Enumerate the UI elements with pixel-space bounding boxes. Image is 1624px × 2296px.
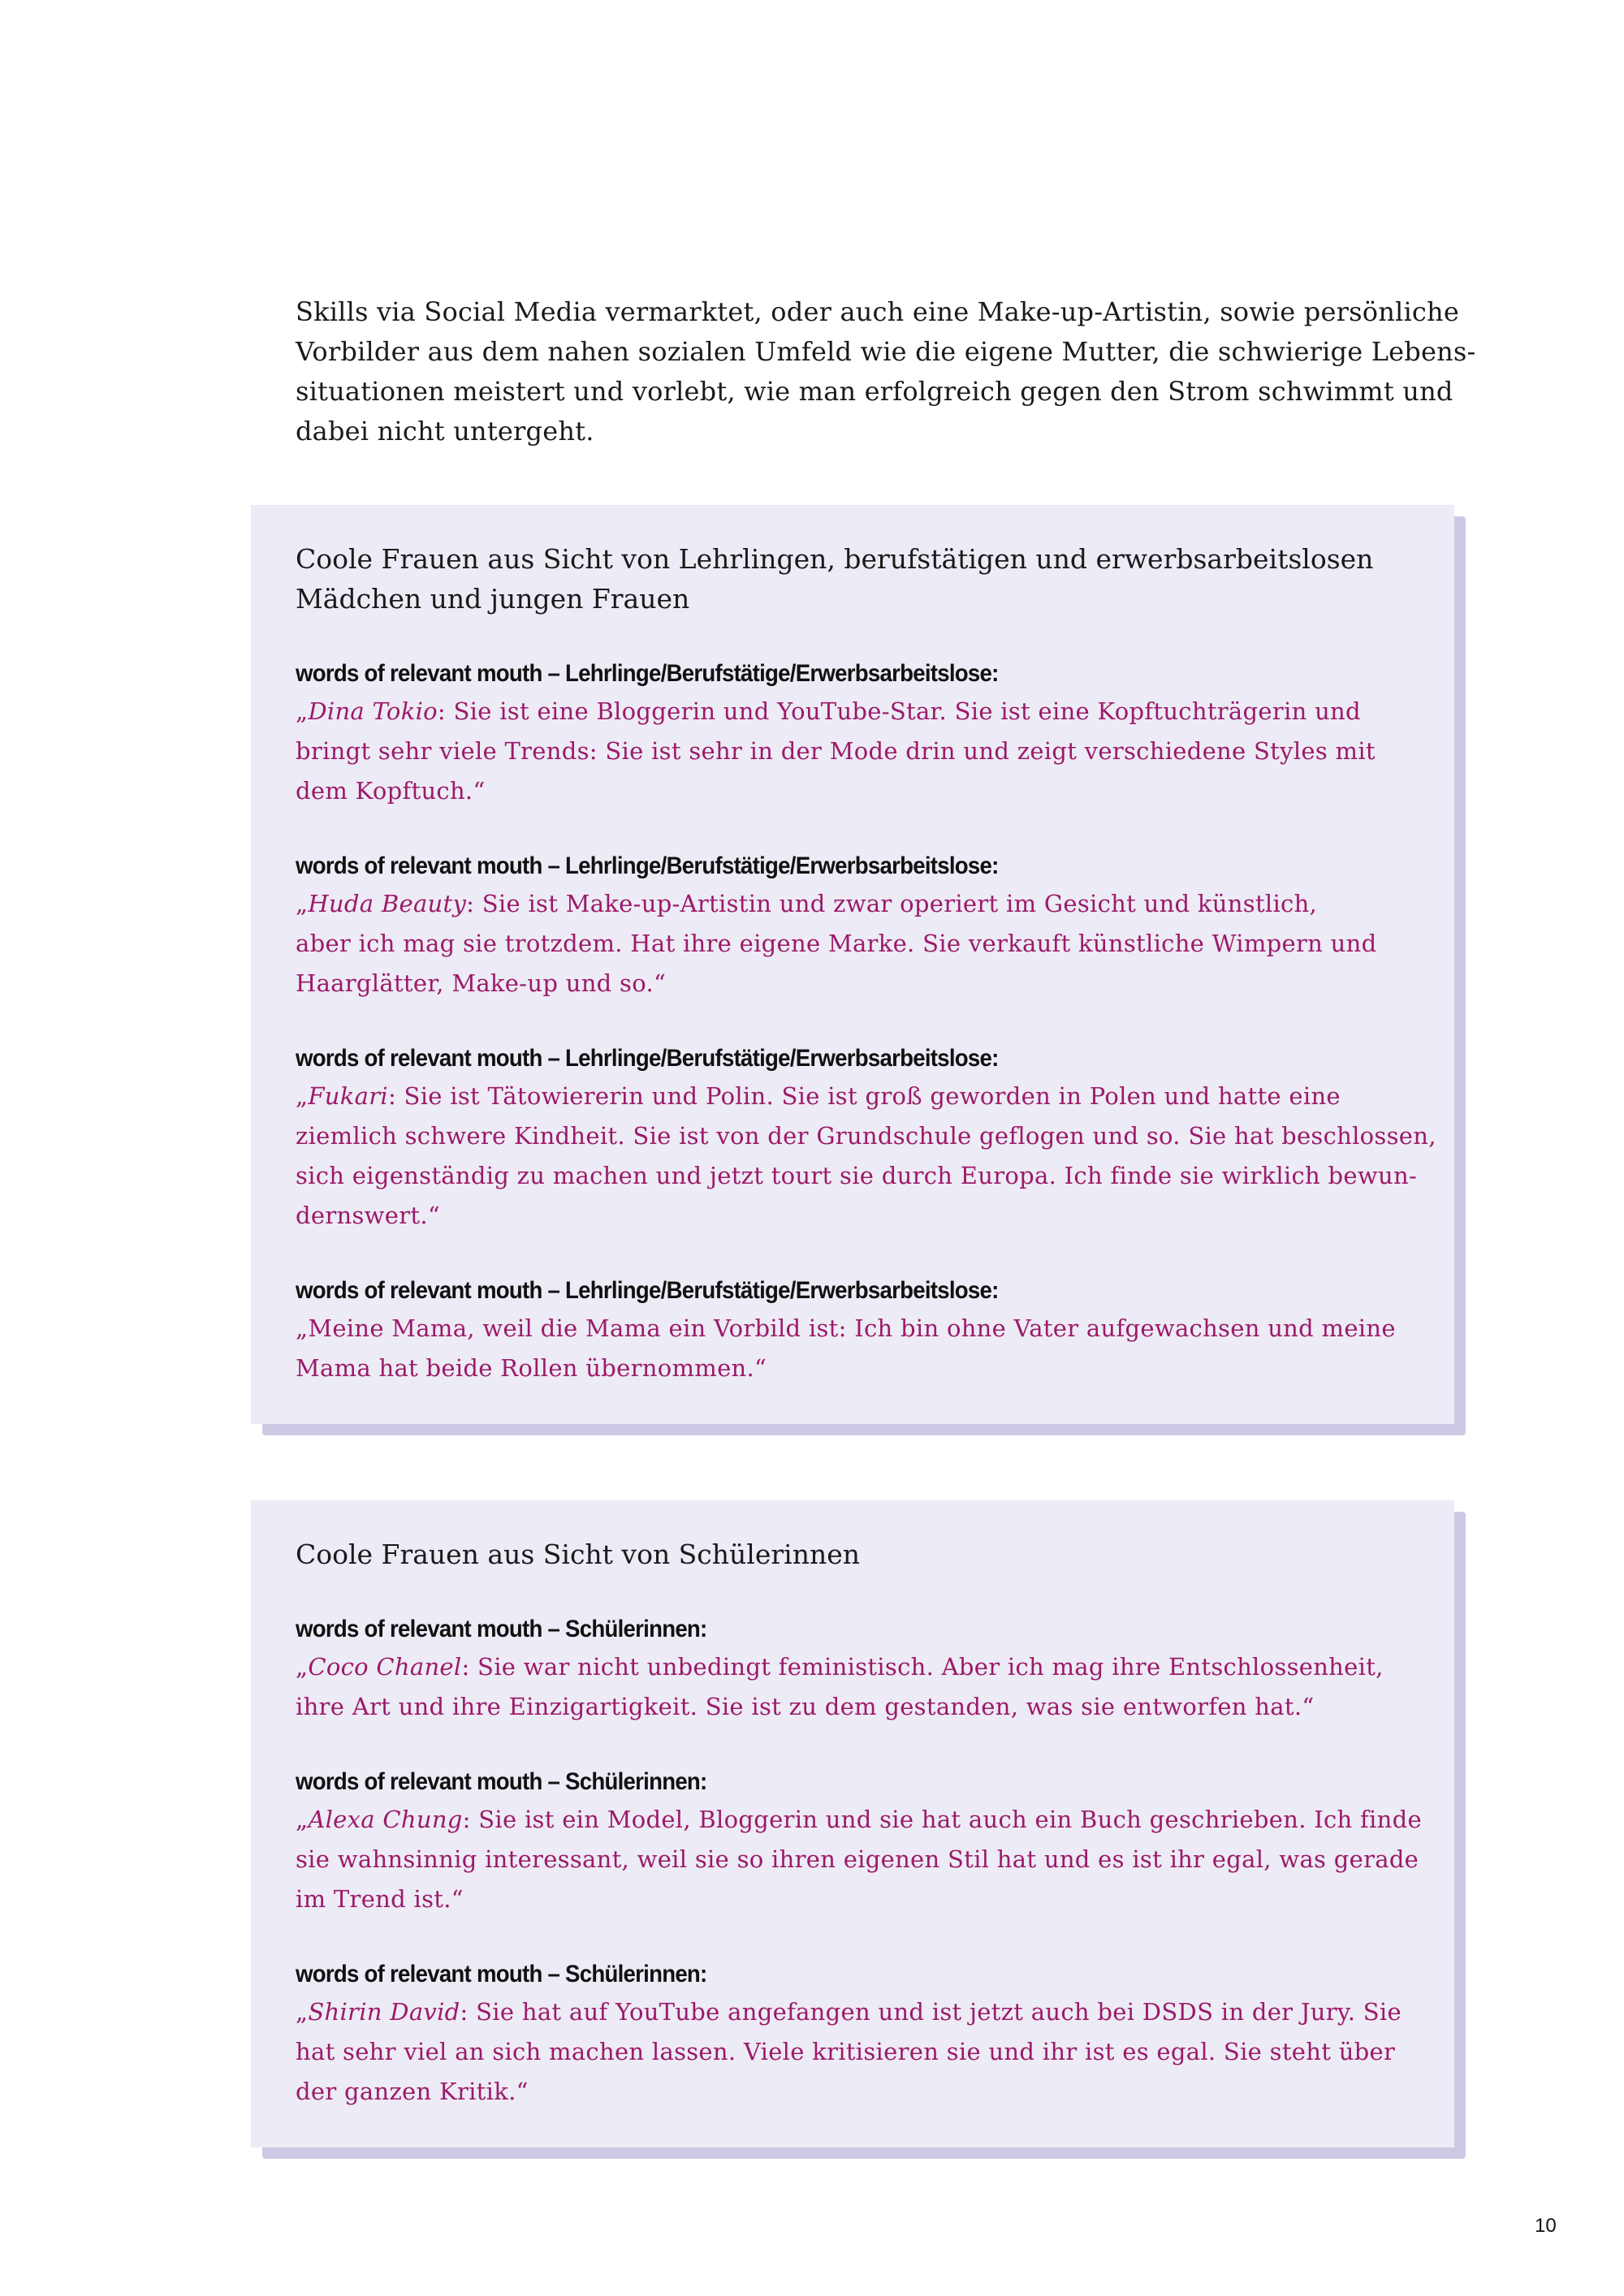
quote-block: [296, 1615, 1422, 1727]
quote-line: ihre Art und ihre Einzigartigkeit. Sie ist zu dem gestanden, was sie entworfen hat.“: [296, 1693, 1315, 1720]
quote-open: „: [296, 1653, 309, 1681]
quote-label: words of relevant mouth – Lehrlinge/Berufstätige/Erwerbsarbeitslose:: [296, 1045, 999, 1072]
quote-person-name: Fukari: [308, 1082, 388, 1110]
page-number: 10: [1535, 2215, 1557, 2237]
quote-block: [296, 852, 1422, 1003]
quote-line: im Trend ist.“: [296, 1885, 464, 1913]
box-title-line: Mädchen und jungen Frauen: [296, 583, 690, 615]
quote-line: : Sie ist Tätowiererin und Polin. Sie ist groß geworden in Polen und hatte eine: [387, 1082, 1341, 1110]
quote-text: [296, 884, 1422, 1003]
box-content: [251, 1500, 1454, 2147]
quote-open: „: [296, 1082, 309, 1110]
quote-label: words of relevant mouth – Schülerinnen:: [296, 1961, 707, 1987]
quote-label: words of relevant mouth – Lehrlinge/Berufstätige/Erwerbsarbeitslose:: [296, 852, 999, 879]
quote-text: [296, 1992, 1422, 2112]
quote-line: dernswert.“: [296, 1202, 440, 1229]
quote-line: : Sie hat auf YouTube angefangen und ist jetzt auch bei DSDS in der Jury. Sie: [460, 1998, 1402, 2026]
quote-box-students: [251, 1500, 1454, 2147]
quote-open: „: [296, 890, 309, 917]
quote-box-apprentices: [251, 505, 1454, 1424]
quote-text: [296, 1309, 1422, 1388]
quote-line: sie wahnsinnig interessant, weil sie so ihren eigenen Stil hat und es ist ihr egal, was gerade: [296, 1845, 1419, 1873]
quote-person-name: Coco Chanel: [308, 1653, 462, 1681]
quote-person-name: Dina Tokio: [308, 697, 438, 725]
quote-line: dem Kopftuch.“: [296, 777, 486, 805]
quote-line: „Meine Mama, weil die Mama ein Vorbild ist: Ich bin ohne Vater aufgewachsen und meine: [296, 1314, 1396, 1342]
quote-text: [296, 1800, 1422, 1919]
quote-line: : Sie war nicht unbedingt feministisch. Aber ich mag ihre Entschlossenheit,: [461, 1653, 1384, 1681]
quote-line: aber ich mag sie trotzdem. Hat ihre eigene Marke. Sie verkauft künstliche Wimpern und: [296, 930, 1377, 957]
quote-line: ziemlich schwere Kindheit. Sie ist von der Grundschule geflogen und so. Sie hat beschlossen,: [296, 1122, 1436, 1150]
box-title-line: Coole Frauen aus Sicht von Schülerinnen: [296, 1539, 860, 1570]
quote-label: words of relevant mouth – Lehrlinge/Berufstätige/Erwerbsarbeitslose:: [296, 660, 999, 687]
intro-paragraph: [296, 292, 1476, 451]
quote-line: hat sehr viel an sich machen lassen. Viele kritisieren sie und ihr ist es egal. Sie steht über: [296, 2038, 1396, 2065]
quote-line: Mama hat beide Rollen übernommen.“: [296, 1354, 767, 1382]
intro-line: dabei nicht untergeht.: [296, 416, 594, 447]
intro-line: Skills via Social Media vermarktet, oder auch eine Make-up-Artistin, sowie persönliche: [296, 296, 1459, 327]
box-content: [251, 505, 1454, 1424]
box-title: [296, 1534, 1422, 1574]
quote-label: words of relevant mouth – Schülerinnen:: [296, 1768, 707, 1795]
quote-person-name: Shirin David: [308, 1998, 460, 2026]
quote-text: [296, 1077, 1436, 1236]
quote-line: : Sie ist ein Model, Bloggerin und sie hat auch ein Buch geschrieben. Ich finde: [462, 1806, 1422, 1833]
quote-block: [296, 1767, 1422, 1919]
quote-text: [296, 692, 1422, 811]
quote-label: words of relevant mouth – Schülerinnen:: [296, 1616, 707, 1642]
quote-block: [296, 1276, 1422, 1388]
quote-line: bringt sehr viele Trends: Sie ist sehr in der Mode drin und zeigt verschiedene Styles mit: [296, 737, 1376, 765]
intro-line: situationen meistert und vorlebt, wie man erfolgreich gegen den Strom schwimmt und: [296, 376, 1453, 407]
box-title-line: Coole Frauen aus Sicht von Lehrlingen, berufstätigen und erwerbsarbeitslosen: [296, 543, 1374, 575]
quote-line: sich eigenständig zu machen und jetzt tourt sie durch Europa. Ich finde sie wirklich bewun-: [296, 1162, 1418, 1189]
box-title: [296, 539, 1422, 619]
quote-line: : Sie ist eine Bloggerin und YouTube-Star. Sie ist eine Kopftuchträgerin und: [437, 697, 1361, 725]
quote-open: „: [296, 1806, 309, 1833]
quote-block: [296, 659, 1422, 811]
quote-block: [296, 1960, 1422, 2112]
quote-line: : Sie ist Make-up-Artistin und zwar operiert im Gesicht und künstlich,: [466, 890, 1318, 917]
quote-open: „: [296, 1998, 309, 2026]
quote-person-name: Alexa Chung: [308, 1806, 463, 1833]
intro-line: Vorbilder aus dem nahen sozialen Umfeld wie die eigene Mutter, die schwierige Lebens-: [296, 336, 1476, 367]
quote-label: words of relevant mouth – Lehrlinge/Berufstätige/Erwerbsarbeitslose:: [296, 1277, 999, 1304]
quote-person-name: Huda Beauty: [308, 890, 467, 917]
quote-text: [296, 1647, 1422, 1727]
quote-open: „: [296, 697, 309, 725]
quote-block: [296, 1044, 1436, 1236]
quote-line: der ganzen Kritik.“: [296, 2078, 529, 2105]
quote-line: Haarglätter, Make-up und so.“: [296, 969, 667, 997]
